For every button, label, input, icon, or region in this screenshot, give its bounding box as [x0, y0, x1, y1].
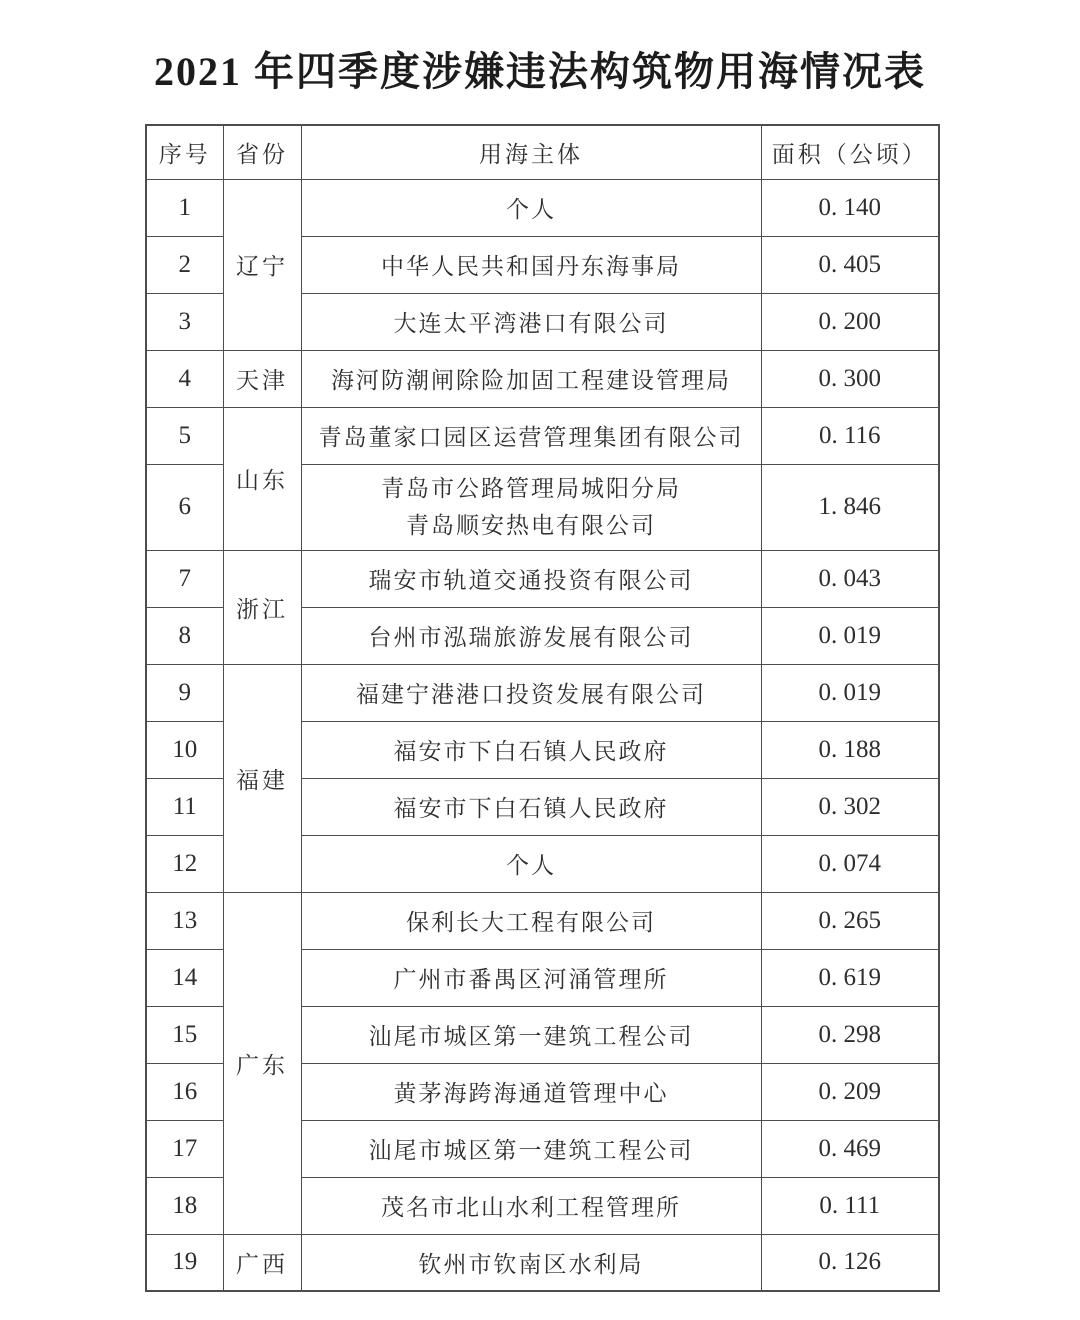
area-cell: 0. 019 — [761, 607, 939, 664]
row-no: 15 — [146, 1006, 223, 1063]
table-row — [146, 407, 939, 464]
area-cell: 0. 298 — [761, 1006, 939, 1063]
area-cell: 0. 619 — [761, 949, 939, 1006]
row-no: 14 — [146, 949, 223, 1006]
entity-cell: 钦州市钦南区水利局 — [301, 1234, 761, 1291]
row-no: 10 — [146, 721, 223, 778]
row-no: 13 — [146, 892, 223, 949]
area-cell: 0. 469 — [761, 1120, 939, 1177]
province-cell-guangdong: 广东 — [223, 892, 301, 1234]
row-no: 18 — [146, 1177, 223, 1234]
area-cell: 0. 140 — [761, 179, 939, 236]
entity-cell: 保利长大工程有限公司 — [301, 892, 761, 949]
province-cell-fujian: 福建 — [223, 664, 301, 892]
table-row — [146, 550, 939, 607]
entity-cell: 广州市番禺区河涌管理所 — [301, 949, 761, 1006]
entity-cell: 福建宁港港口投资发展有限公司 — [301, 664, 761, 721]
row-no: 5 — [146, 407, 223, 464]
province-cell-zhejiang: 浙江 — [223, 550, 301, 664]
entity-cell: 中华人民共和国丹东海事局 — [301, 236, 761, 293]
row-no: 17 — [146, 1120, 223, 1177]
entity-cell: 海河防潮闸除险加固工程建设管理局 — [301, 350, 761, 407]
row-no: 4 — [146, 350, 223, 407]
entity-cell: 瑞安市轨道交通投资有限公司 — [301, 550, 761, 607]
col-header-province: 省份 — [223, 125, 301, 179]
entity-cell: 汕尾市城区第一建筑工程公司 — [301, 1120, 761, 1177]
row-no: 11 — [146, 778, 223, 835]
entity-cell: 个人 — [301, 179, 761, 236]
area-cell: 1. 846 — [761, 464, 939, 550]
area-cell: 0. 405 — [761, 236, 939, 293]
table-header-row — [146, 125, 939, 179]
row-no: 12 — [146, 835, 223, 892]
entity-cell: 福安市下白石镇人民政府 — [301, 721, 761, 778]
entity-cell: 福安市下白石镇人民政府 — [301, 778, 761, 835]
entity-cell: 台州市泓瑞旅游发展有限公司 — [301, 607, 761, 664]
row-no: 2 — [146, 236, 223, 293]
area-cell: 0. 074 — [761, 835, 939, 892]
entity-line-2: 青岛顺安热电有限公司 — [406, 513, 656, 538]
area-cell: 0. 300 — [761, 350, 939, 407]
area-cell: 0. 209 — [761, 1063, 939, 1120]
province-cell-liaoning: 辽宁 — [223, 179, 301, 350]
row-no: 19 — [146, 1234, 223, 1291]
entity-cell — [301, 464, 761, 550]
area-cell: 0. 200 — [761, 293, 939, 350]
table-row — [146, 1234, 939, 1291]
table-row — [146, 664, 939, 721]
table-container — [145, 124, 940, 1292]
area-cell: 0. 265 — [761, 892, 939, 949]
entity-cell: 青岛董家口园区运营管理集团有限公司 — [301, 407, 761, 464]
province-cell-shandong: 山东 — [223, 407, 301, 550]
area-cell: 0. 188 — [761, 721, 939, 778]
entity-cell: 汕尾市城区第一建筑工程公司 — [301, 1006, 761, 1063]
page-title: 2021 年四季度涉嫌违法构筑物用海情况表 — [154, 49, 926, 94]
area-cell: 0. 043 — [761, 550, 939, 607]
row-no: 3 — [146, 293, 223, 350]
area-cell: 0. 111 — [761, 1177, 939, 1234]
area-cell: 0. 302 — [761, 778, 939, 835]
row-no: 16 — [146, 1063, 223, 1120]
area-cell: 0. 126 — [761, 1234, 939, 1291]
row-no: 8 — [146, 607, 223, 664]
row-no: 7 — [146, 550, 223, 607]
table-row — [146, 892, 939, 949]
area-cell: 0. 019 — [761, 664, 939, 721]
entity-cell: 茂名市北山水利工程管理所 — [301, 1177, 761, 1234]
entity-cell: 大连太平湾港口有限公司 — [301, 293, 761, 350]
row-no: 6 — [146, 464, 223, 550]
col-header-no: 序号 — [146, 125, 223, 179]
province-cell-guangxi: 广西 — [223, 1234, 301, 1291]
table-row — [146, 179, 939, 236]
col-header-area: 面积（公顷） — [761, 125, 939, 179]
sea-use-table — [145, 124, 940, 1292]
row-no: 9 — [146, 664, 223, 721]
entity-cell: 黄茅海跨海通道管理中心 — [301, 1063, 761, 1120]
entity-cell: 个人 — [301, 835, 761, 892]
table-row — [146, 350, 939, 407]
col-header-entity: 用海主体 — [301, 125, 761, 179]
row-no: 1 — [146, 179, 223, 236]
province-cell-tianjin: 天津 — [223, 350, 301, 407]
entity-line-1: 青岛市公路管理局城阳分局 — [381, 476, 681, 501]
area-cell: 0. 116 — [761, 407, 939, 464]
